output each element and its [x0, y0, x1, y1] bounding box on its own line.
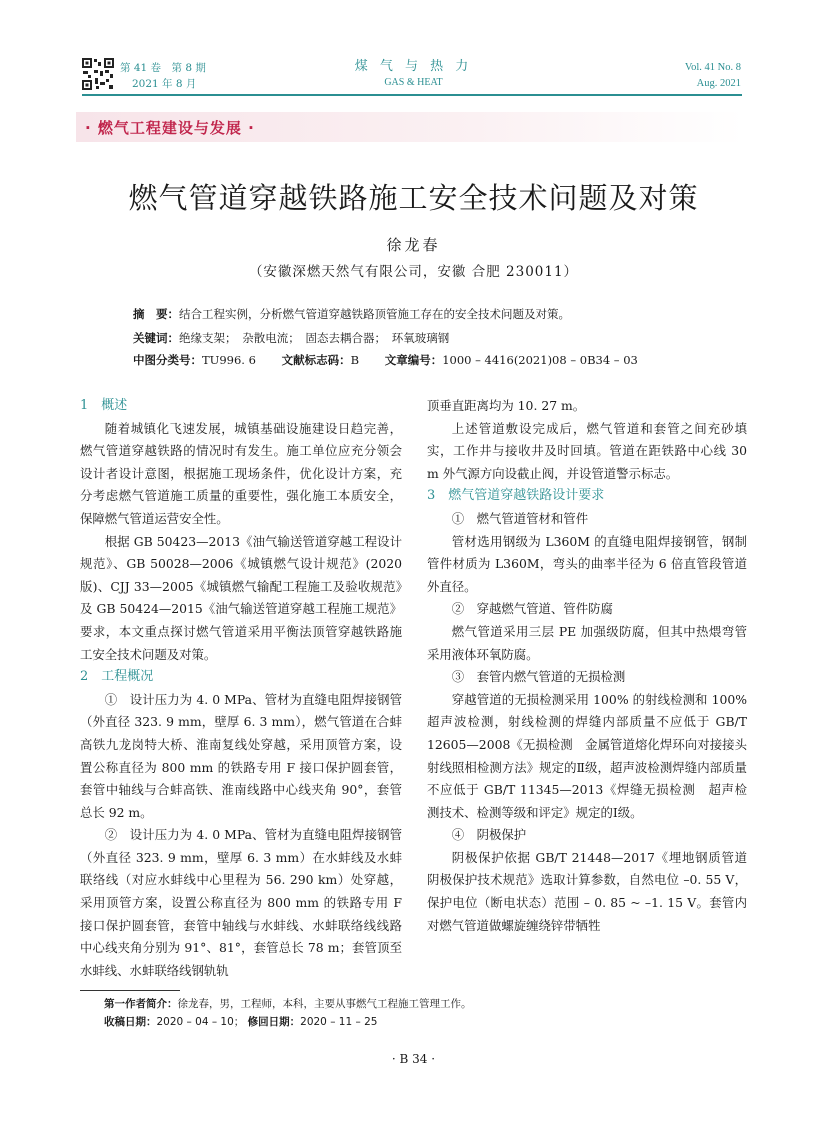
header-volume-en [685, 60, 741, 92]
section-2-heading: 2 工程概况 [80, 669, 154, 685]
article-no-value: 1000 – 4416(2021)08 – 0B34 – 03 [442, 353, 638, 367]
page-number: · B 34 · [391, 1052, 436, 1066]
footnote-author [104, 996, 472, 1013]
section-1-heading: 1 概述 [80, 398, 128, 413]
article-author: 徐龙春 [386, 236, 441, 254]
body-left-column [80, 395, 402, 982]
body-right-column [427, 395, 747, 937]
footnote-author-text: 徐龙春，男，工程师，本科，主要从事燃气工程施工管理工作。 [177, 998, 472, 1010]
section-2-paragraph-1: ① 设计压力为 4. 0 MPa、管材为直缝电阻焊接钢管（外直径 323. 9 mm，壁厚 6. 3 mm），燃气管道在合蚌高铁九龙岗特大桥、淮南复线处穿越，采用顶管方案，设置公称直径为 800 mm 的铁路专用 F 接口保护圆套管，套管中轴线与合蚌高铁、淮南线路中心线夹角 90°，套管总长 92 m。 [80, 691, 402, 820]
section-2-continuation: 顶垂直距离均为 10. 27 m。 [427, 398, 586, 413]
keywords-line [133, 330, 449, 346]
received-label: 收稿日期： [104, 1016, 157, 1028]
header-divider [82, 94, 742, 96]
article-no-label: 文章编号： [384, 353, 443, 367]
section-2-paragraph-3: 上述管道敷设完成后，燃气管道和套管之间充砂填实，工作井与接收井及时回填。管道在距铁路中心线 30 m 外气源方向设截止阀，并设管道警示标志。 [427, 420, 747, 481]
section-3-heading: 3 燃气管道穿越铁路设计要求 [427, 488, 605, 504]
section-1-paragraph-1: 随着城镇化飞速发展，城镇基础设施建设日趋完善，燃气管道穿越铁路的情况时有发生。施工单位应充分领会设计者设计意图，根据施工现场条件，优化设计方案，充分考虑燃气管道施工质量的重要性，强化施工本质安全，保障燃气管道运营安全性。 [80, 420, 402, 526]
header-date-cn: 2021 年 8 月 [132, 78, 197, 90]
subsection-3-3-title: ③ 套管内燃气管道的无损检测 [451, 669, 626, 685]
subsection-3-1-text: 管材选用钢级为 L360M 的直缝电阻焊接钢管，钢制管件材质为 L360M，弯头的曲率半径为 6 倍直管段管道外直径。 [427, 533, 747, 594]
footnote-dates [104, 1014, 377, 1031]
header-volume-cn: 第 41 卷 第 8 期 [120, 62, 206, 74]
header-date-en: Aug. 2021 [696, 78, 741, 89]
clc-label: 中图分类号： [133, 353, 202, 367]
clc-value: TU996. 6 [202, 353, 256, 367]
abstract-line [133, 306, 570, 322]
abstract-label: 摘 要： [133, 307, 179, 321]
header-volume-number-en: Vol. 41 No. 8 [684, 62, 741, 73]
classification-line [133, 352, 638, 368]
subsection-3-4-title: ④ 阴极保护 [451, 827, 527, 843]
revised-date: 2020 – 11 – 25 [300, 1016, 378, 1028]
footnote-author-label: 第一作者简介： [104, 998, 178, 1010]
doc-code-value: B [350, 353, 360, 367]
subsection-3-3-text: 穿越管道的无损检测采用 100% 的射线检测和 100% 超声波检测，射线检测的焊缝内部质量不应低于 GB/T 12605—2008《无损检测 金属管道熔化焊环向对接接头射线照相检测方法》规定的Ⅱ级，超声波检测焊缝内部质量不应低于 GB/T 11345—2013《焊缝无损检测 超声检测技术、检测等级和评定》规定的Ⅰ级。 [427, 691, 747, 820]
article-title: 燃气管道穿越铁路施工安全技术问题及对策 [128, 181, 699, 215]
received-date: 2020 – 04 – 10； [156, 1016, 245, 1028]
subsection-3-2-text: 燃气管道采用三层 PE 加强级防腐，但其中热煨弯管采用液体环氧防腐。 [427, 623, 747, 662]
subsection-3-1-title: ① 燃气管道管材和管件 [451, 510, 589, 526]
doc-code-label: 文献标志码： [281, 353, 351, 367]
keywords-label: 关键词： [133, 331, 179, 345]
section-1-paragraph-2: 根据 GB 50423—2013《油气输送管道穿越工程设计规范》、GB 50028—2006《城镇燃气设计规范》(2020 版)、CJJ 33—2005《城镇燃气输配工程施工及验收规范》及 GB 50424—2015《油气输送管道穿越工程施工规范》要求，本文重点探讨燃气管道采用平衡法顶管穿越铁路施工安全技术问题及对策。 [80, 533, 402, 662]
keywords-text: 绝缘支架； 杂散电流； 固态去耦合器； 环氧玻璃钢 [179, 331, 450, 345]
subsection-3-2-title: ② 穿越燃气管道、管件防腐 [451, 601, 613, 617]
footnote-divider [80, 990, 180, 991]
journal-name-en: GAS & HEAT [384, 77, 443, 88]
revised-label: 修回日期： [247, 1016, 301, 1028]
section-2-paragraph-2: ② 设计压力为 4. 0 MPa、管材为直缝电阻焊接钢管（外直径 323. 9 mm，壁厚 6. 3 mm）在水蚌线及水蚌联络线（对应水蚌线中心里程为 56. 290 km）处穿越，采用顶管方案，设置公称直径为 800 mm 的铁路专用 F 接口保护圆套管，套管中轴线与水蚌线、水蚌联络线线路中心线夹角分别为 91°、81°，套管总长 78 m；套管顶至水蚌线、水蚌联络线钢轨轨 [80, 827, 402, 978]
abstract-text: 结合工程实例，分析燃气管道穿越铁路顶管施工存在的安全技术问题及对策。 [179, 307, 570, 321]
article-affiliation: （安徽深燃天然气有限公司，安徽 合肥 230011） [248, 264, 579, 280]
section-tag: · 燃气工程建设与发展 · [85, 119, 255, 137]
journal-name-cn: 煤 气 与 热 力 [354, 59, 473, 74]
subsection-3-4-text: 阴极保护依据 GB/T 21448—2017《埋地钢质管道阴极保护技术规范》选取计算参数，自然电位 –0. 55 V，保护电位（断电状态）范围 – 0. 85 ~ –1. 15 V。套管内对燃气管道做螺旋缠绕锌带牺牲 [427, 849, 747, 933]
